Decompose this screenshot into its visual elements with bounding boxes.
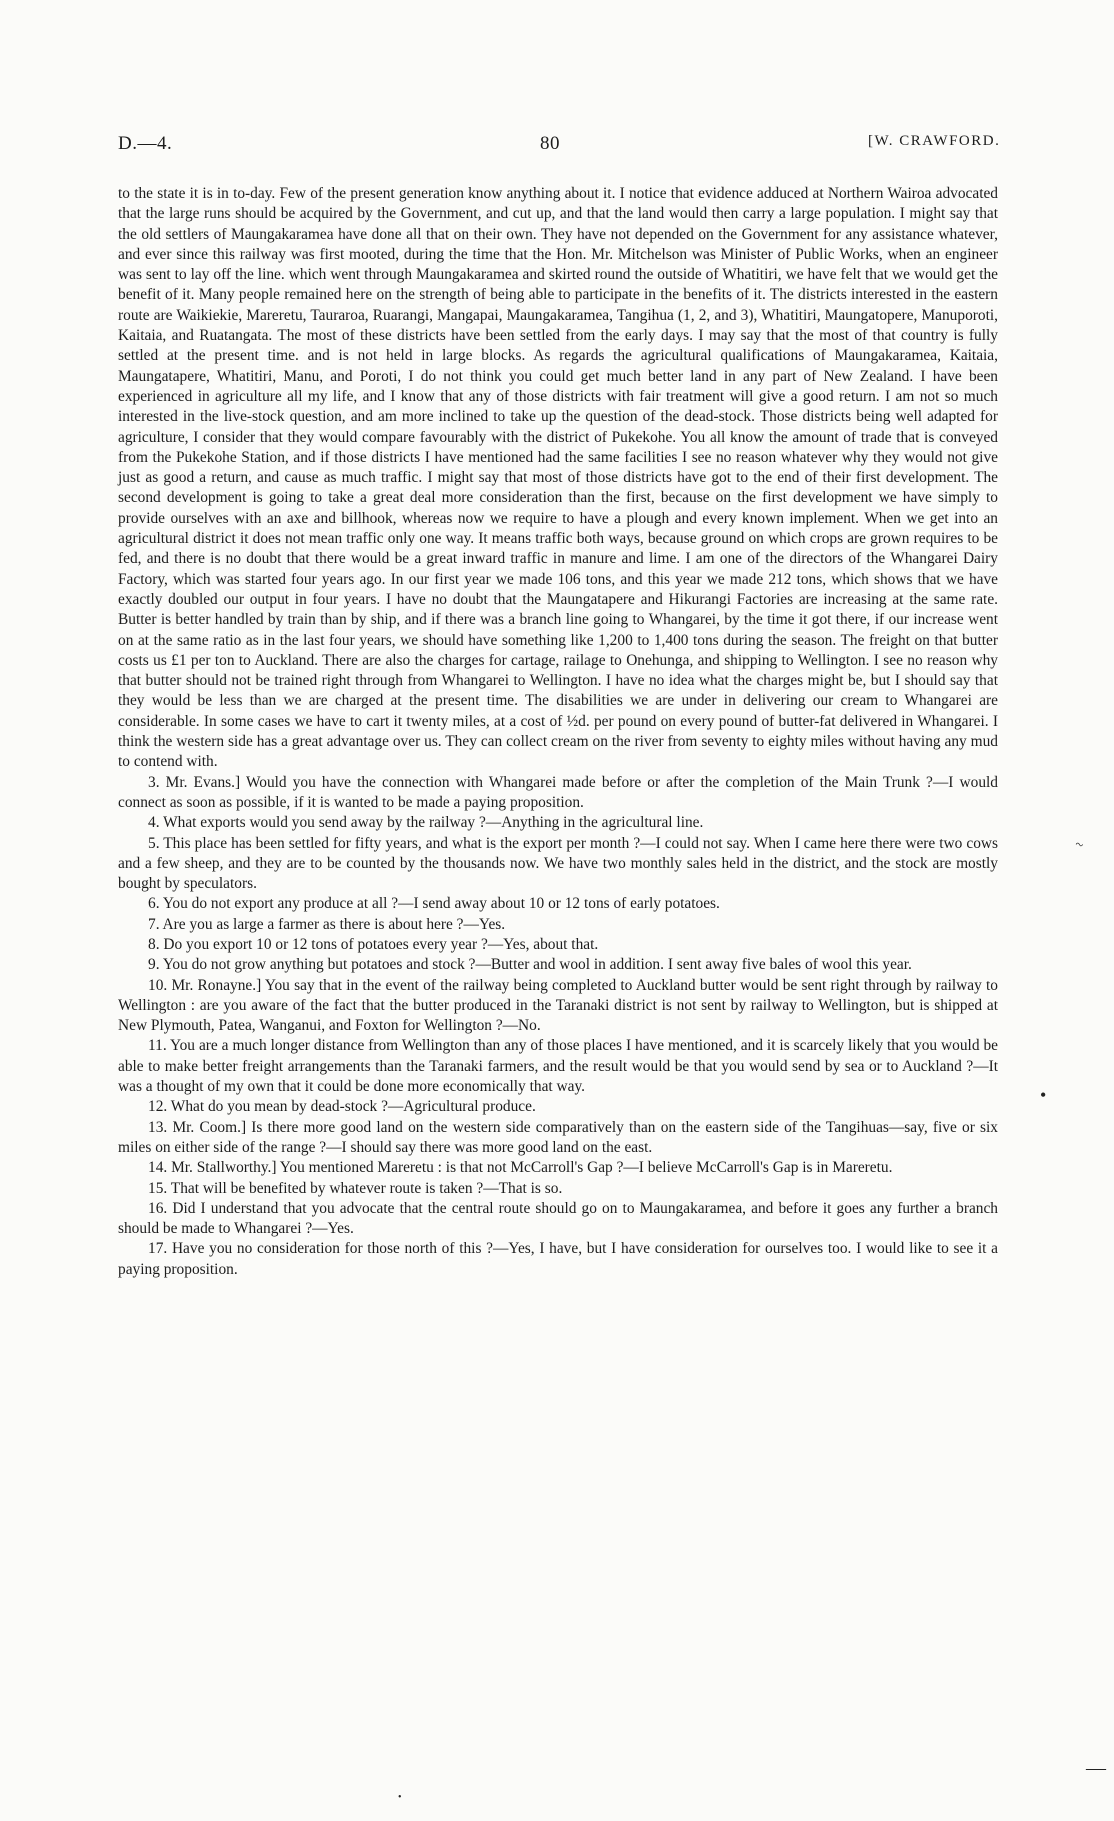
document-reference: D.—4. <box>118 133 173 154</box>
paragraph-continuation: to the state it is in to-day. Few of the present generation know anything about it. I notice that evidence adduced at Northern Wairoa advocated that the large runs should be acquired by the Government, and cut up, and that the land would then carry a large population. I might say that the old settlers of Maungakaramea have done all that on their own. They have not depended on the Government for any assistance whatever, and ever since this railway was first mooted, during the time that the Hon. Mr. Mitchelson was Minister of Public Works, when an engineer was sent to lay off the line. which went through Maungakaramea and skirted round the outside of Whatitiri, we have felt that we would get the benefit of it. Many people remained here on the strength of being able to participate in the benefits of it. The districts interested in the eastern route are Waikiekie, Mareretu, Tauraroa, Ruarangi, Mangapai, Maungakaramea, Tangihua (1, 2, and 3), Whatitiri, Maungatopere, Manuporoti, Kaitaia, and Ruatangata. The most of these districts have been settled from the early days. I may say that the most of that country is fully settled at the present time. and is not held in large blocks. As regards the agricultural qualifications of Maungakaramea, Kaitaia, Maungatapere, Whatitiri, Manu, and Poroti, I do not think you could get much better land in any part of New Zealand. I have been experienced in agriculture all my life, and I know that any of those districts with fair treatment will give a good return. I am not so much interested in the live-stock question, and am more inclined to take up the question of the dead-stock. Those districts being well adapted for agriculture, I consider that they would compare favourably with the district of Pukekohe. You all know the amount of trade that is conveyed from the Pukekohe Station, and if those districts I have mentioned had the same facilities I see no reason whatever why they would not give just as good a return, and cause as much traffic. I might say that most of those districts have got to the end of their first development. The second development is going to take a great deal more consideration than the first, because on the first development we have simply to provide ourselves with an axe and billhook, whereas now we require to have a plough and every known implement. When we get into an agricultural district it does not mean traffic only one way. It means traffic both ways, because ground on which crops are grown requires to be fed, and there is no doubt that there would be a great inward traffic in manure and lime. I am one of the directors of the Whangarei Dairy Factory, which was started four years ago. In our first year we made 106 tons, and this year we made 212 tons, which shows that we have exactly doubled our output in four years. I have no doubt that the Maungatapere and Hikurangi Factories are increasing at the same rate. Butter is better handled by train than by ship, and if there was a branch line going to Whangarei, by the time it got there, if our increase went on at the same ratio as in the last four years, we should have something like 1,200 to 1,400 tons during the season. The freight on that butter costs us £1 per ton to Auckland. There are also the charges for cartage, railage to Onehunga, and shipping to Wellington. I see no reason why that butter should not be trained right through from Whangarei to Wellington. I have no idea what the charges might be, but I should say that they would be less than we are charged at the present time. The disabilities we are under in delivering our cream to Whangarei are considerable. In some cases we have to cart it twenty miles, at a cost of ½d. per pound on every pound of butter-fat delivered in Whangarei. I think the western side has a great advantage over us. They can collect cream on the river from seventy to eighty miles without having any mud to contend with. <box>118 185 998 771</box>
question-11: 11. You are a much longer distance from Wellington than any of those places I have mentioned, and it is scarcely likely that you would be able to make better freight arrangements than the Taranaki farmers, and the result would be that you would send by sea or to Auckland ?—It was a thought of my own that it could be done more economically that way. <box>118 1037 998 1096</box>
question-15: 15. That will be benefited by whatever route is taken ?—That is so. <box>148 1179 563 1197</box>
question-5: 5. This place has been settled for fifty years, and what is the export per month ?—I could not say. When I came here there were two cows and a few sheep, and they are to be counted by the thousands now. We have two monthly sales held in the district, and the stock are mostly bought by speculators. <box>118 834 998 893</box>
question-6: 6. You do not export any produce at all ?—I send away about 10 or 12 tons of early potatoes. <box>148 895 720 913</box>
scan-mark-dash: ~ <box>1072 837 1086 854</box>
scan-mark-speck: • <box>398 1792 402 1803</box>
scan-mark-stroke: — <box>1086 1757 1106 1779</box>
document-body <box>118 184 998 1280</box>
question-14: 14. Mr. Stallworthy.] You mentioned Mareretu : is that not McCarroll's Gap ?—I believe McCarroll's Gap is in Mareretu. <box>148 1159 893 1177</box>
question-9: 9. You do not grow anything but potatoes and stock ?—Butter and wool in addition. I sent away five bales of wool this year. <box>148 956 912 974</box>
question-16: 16. Did I understand that you advocate that the central route should go on to Maungakaramea, and before it goes any further a branch should be made to Whangarei ?—Yes. <box>118 1199 998 1238</box>
question-4: 4. What exports would you send away by the railway ?—Anything in the agricultural line. <box>148 814 704 832</box>
question-17: 17. Have you no consideration for those north of this ?—Yes, I have, but I have consideration for ourselves too. I would like to see it a paying proposition. <box>118 1240 998 1278</box>
page-number: 80 <box>540 133 560 154</box>
question-10: 10. Mr. Ronayne.] You say that in the event of the railway being completed to Auckland butter would be sent right through by railway to Wellington : are you aware of the fact that the butter produced in the Taranaki district is not sent by railway to Wellington, but is shipped at New Plymouth, Patea, Wanganui, and Foxton for Wellington ?—No. <box>118 976 998 1035</box>
question-3: 3. Mr. Evans.] Would you have the connection with Whangarei made before or after the completion of the Main Trunk ?—I would connect as soon as possible, if it is wanted to be made a paying proposition. <box>118 773 998 811</box>
question-7: 7. Are you as large a farmer as there is about here ?—Yes. <box>148 915 506 933</box>
question-8: 8. Do you export 10 or 12 tons of potatoes every year ?—Yes, about that. <box>148 935 599 953</box>
question-13: 13. Mr. Coom.] Is there more good land on the western side comparatively than on the eastern side of the Tangihuas—say, five or six miles on either side of the range ?—I should say there was more good land on the east. <box>118 1118 998 1156</box>
scan-mark-dot: • <box>1040 1085 1047 1105</box>
question-12: 12. What do you mean by dead-stock ?—Agricultural produce. <box>148 1098 536 1116</box>
witness-name: [W. CRAWFORD. <box>868 133 1001 149</box>
